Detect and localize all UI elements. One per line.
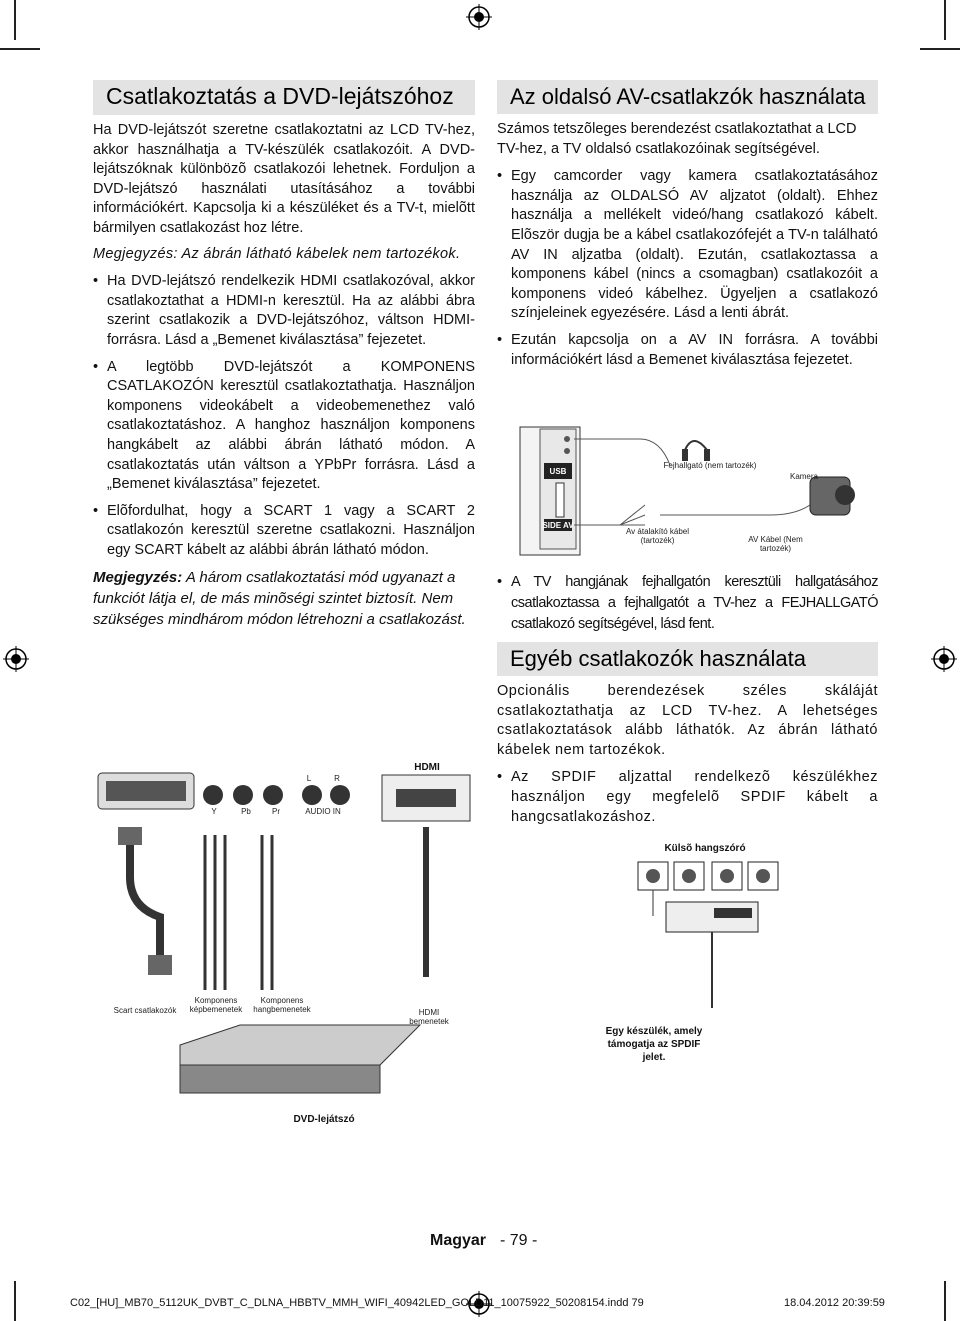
dvd-bullet-list (93, 272, 475, 560)
side-av-intro: Számos tetszõleges berendezést csatlakoztathat a LCD TV-hez, a TV oldalsó csatlakozóinak segítségével. (497, 121, 857, 157)
component-audio-label: Komponens hangbemenetek (253, 996, 311, 1014)
right-column (497, 80, 878, 377)
other-bullet-list (497, 768, 878, 827)
y-label: Y (211, 807, 217, 816)
footer-filename: C02_[HU]_MB70_5112UK_DVBT_C_DLNA_HBBTV_MMH_WIFI_40942LED_GOLD11_10075922_50208154.indd 79 (70, 1297, 644, 1309)
dvd-note: Megjegyzés: Az ábrán látható kábelek nem tartozékok. (93, 245, 461, 262)
dvd-note2-text: A három csatlakoztatási mód ugyanazt a funkciót látja el, de más minõségi szintet biztosít. Nem szükséges mindhárom módon létrehozni a csatlakozást. (93, 569, 466, 629)
crop-mark (0, 48, 40, 50)
dvd-intro: Ha DVD-lejátszót szeretne csatlakoztatni az LCD TV-hez, akkor használhatja a TV-készülék csatlakozóit. A DVD-lejátszóknak különbözõ csatlakozói lehetnek. Forduljon a DVD-lejátszó használati utasításához a további információkért. Kapcsolja ki a készüléket és a TV-t, mielõtt bármilyen csatlakozást hoz létre. (93, 122, 475, 236)
page-number: - 79 - (500, 1232, 538, 1249)
section-title-dvd: Csatlakoztatás a DVD-lejátszóhoz (93, 80, 475, 115)
crop-mark (944, 1281, 946, 1321)
audio-in-label: AUDIO IN (305, 807, 341, 816)
camera-label: Kamera (789, 472, 818, 481)
registration-mark-icon (931, 646, 957, 672)
dvd-player-label: DVD-lejátszó (293, 1114, 355, 1125)
crop-mark (14, 0, 16, 40)
scart-label: Scart csatlakozók (113, 1006, 177, 1015)
dvd-note2-label: Megjegyzés: (93, 569, 183, 587)
left-column (93, 80, 475, 630)
side-av-bullet-camcorder: • Egy camcorder vagy kamera csatlakoztatásához használja az OLDALSÓ AV aljzatot (oldalt). Ehhez használja a mellékelt videó/hang csatlakozó kábelt. Elõször dugja be a kábel csatlakozófejét a TV-n található AV IN aljzatba (oldalt). Ezután, csatlakoztassa a komponens kábel (nincs a csomagban) csatlakozóit a komponens videó kábelhez. Ügyeljen a csatlakozó színjeleinek egyezésére. Lásd a lenti ábrát. (497, 167, 878, 324)
r-label: R (334, 774, 340, 783)
l-label: L (306, 774, 312, 783)
av-cable-label: AV Kábel (Nem tartozék) (748, 535, 803, 553)
crop-mark (14, 1281, 16, 1321)
component-video-label: Komponens képbemenetek (189, 996, 243, 1014)
dvd-bullet-component: • A legtöbb DVD-lejátszót a KOMPONENS CSATLAKOZÓN keresztül csatlakoztathatja. Használjon komponens videokábelt a videobemenethez való csatlakoztatáshoz. A hanghoz használjon komponens hangkábelt az alábbi ábrán látható módon. A csatlakoztatás után váltson a YPbPr forrásra. Lásd a „Bemenet kiválasztása” fejezetet. (93, 358, 475, 495)
spdif-device-label: Egy készülék, amely támogatja az SPDIF jelet. (605, 1026, 703, 1063)
av-adapter-label: Av átalakító kábel (tartozék) (625, 527, 689, 545)
footer-date: 18.04.2012 20:39:59 (784, 1297, 885, 1309)
side-av-diagram (510, 425, 880, 560)
dvd-bullet-hdmi: • Ha DVD-lejátszó rendelkezik HDMI csatlakozóval, akkor csatlakoztathat a HDMI-n keresztül. Ha az alábbi ábra szerint csatlakozik a DVD-lejátszóhoz, váltson HDMI-forrásra. Lásd a „Bemenet kiválasztása” fejezetet. (93, 272, 475, 350)
dvd-note2 (93, 567, 475, 630)
side-av-label: SIDE AV (542, 521, 574, 530)
dvd-diagram (90, 765, 490, 1125)
other-intro: Opcionális berendezések széles skáláját csatlakoztathatja az LCD TV-hez. A lehetséges csatlakoztatások alább láthatók. Az ábrán látható kábelek nem tartozékok. (497, 683, 878, 758)
pr-label: Pr (272, 807, 280, 816)
side-av-bullet-switch: • Ezután kapcsolja on a AV IN forrásra. A további információkért lásd a Bemenet kiválasztása fejezetet. (497, 331, 878, 370)
pb-label: Pb (241, 807, 251, 816)
external-speaker-label: Külsõ hangszóró (664, 843, 746, 854)
headphone-bullet-list (497, 572, 878, 635)
side-av-bullet-list (497, 167, 878, 370)
hdmi-input-label: HDMI bemenetek (409, 1008, 449, 1026)
headphone-bullet: • A TV hangjának fejhallgatón keresztüli hallgatásához csatlakoztassa a fejhallgatót a TV-hez a FEJHALLGATÓ csatlakozó segítségével, lásd fent. (497, 572, 878, 635)
section-title-other: Egyéb csatlakozók használata (497, 642, 878, 676)
usb-label: USB (549, 467, 567, 476)
page-language: Magyar (430, 1232, 487, 1249)
right-column-lower (497, 572, 878, 834)
spdif-diagram (630, 858, 800, 1016)
registration-mark-icon (466, 4, 492, 30)
crop-mark (944, 0, 946, 40)
headphone-label: Fejhallgató (nem tartozék) (663, 461, 757, 470)
section-title-side-av: Az oldalsó AV-csatlakzók használata (497, 80, 878, 114)
registration-mark-icon (3, 646, 29, 672)
spdif-bullet: • Az SPDIF aljzattal rendelkezõ készülékhez használjon egy megfelelõ SPDIF kábelt a hangcsatlakozáshoz. (497, 768, 878, 827)
hdmi-label: HDMI (414, 762, 440, 773)
dvd-bullet-scart: • Elõfordulhat, hogy a SCART 1 vagy a SCART 2 csatlakozón keresztül szeretne csatlakozni. Használjon egy SCART kábelt az alábbi ábrán látható módon. (93, 502, 475, 561)
crop-mark (920, 48, 960, 50)
